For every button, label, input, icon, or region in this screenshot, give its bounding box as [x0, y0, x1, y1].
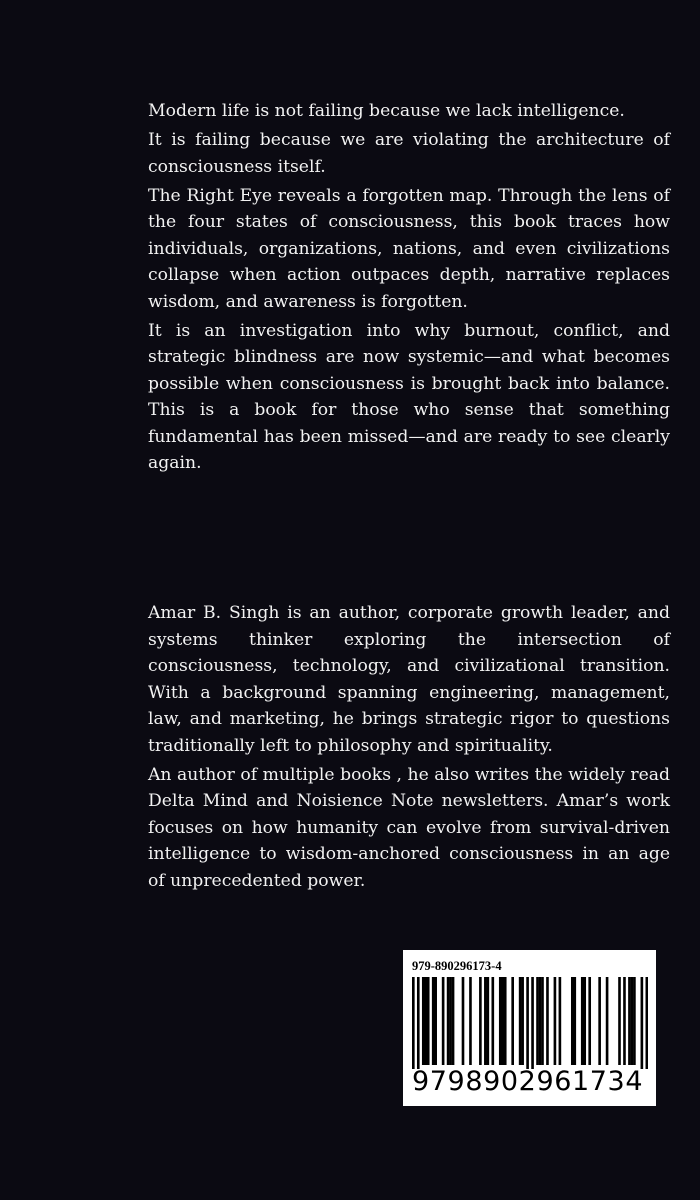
barcode-bar: [504, 977, 507, 1065]
synopsis-paragraph: It is failing because we are violating the architecture of consciousness itself.: [148, 130, 670, 177]
synopsis-paragraph: Modern life is not failing because we lack intelligence.: [148, 101, 625, 121]
barcode-bar: [479, 977, 482, 1065]
barcode-bar: [484, 977, 487, 1065]
back-cover-synopsis: [148, 98, 670, 479]
barcode-bar: [641, 977, 644, 1069]
barcode-bar: [469, 977, 472, 1065]
isbn-label: 979-890296173-4: [412, 959, 502, 973]
barcode-bar: [588, 977, 591, 1065]
author-bio: [148, 600, 670, 897]
barcode-bar: [511, 977, 514, 1065]
barcode-bar: [487, 977, 490, 1065]
barcode-bar: [606, 977, 609, 1065]
barcode-bar: [571, 977, 574, 1065]
barcode-bar: [583, 977, 586, 1065]
barcode-bar: [598, 977, 601, 1065]
barcode-bar: [417, 977, 420, 1069]
barcode-bar: [539, 977, 542, 1065]
barcode-bar: [573, 977, 576, 1065]
barcode-bar: [422, 977, 425, 1065]
barcode-bar: [442, 977, 445, 1065]
barcode-bar: [434, 977, 437, 1065]
isbn-barcode: [403, 950, 656, 1106]
barcode-bar: [432, 977, 435, 1065]
barcode-bar: [519, 977, 522, 1065]
barcode-bar: [623, 977, 626, 1065]
author-bio-paragraph: Amar B. Singh is an author, corporate growth leader, and systems thinker exploring the intersection of consciousness, technology, and civilizational transition. With a background spanning engineering, management, law, and marketing, he brings strategic rigor to questions traditionally left to philosophy and spirituality.: [148, 603, 670, 756]
barcode-bar: [449, 977, 452, 1065]
barcode-bar: [536, 977, 539, 1065]
barcode-bar: [631, 977, 634, 1065]
barcode-bar: [491, 977, 494, 1065]
barcode-bars: [412, 977, 648, 1069]
barcode-bar: [546, 977, 549, 1065]
barcode-bar: [618, 977, 621, 1065]
barcode-bar: [559, 977, 562, 1065]
barcode-bar: [424, 977, 427, 1065]
barcode-bar: [462, 977, 465, 1065]
barcode-bar: [412, 977, 415, 1069]
barcode-bar: [554, 977, 557, 1065]
barcode-bar: [427, 977, 430, 1065]
synopsis-paragraph: It is an investigation into why burnout, conflict, and strategic blindness are now systemic—and what becomes possible when consciousness is brought back into balance. This is a book for those who sense that something fundamental has been missed—and are ready to see clearly again.: [148, 320, 670, 473]
synopsis-paragraph: The Right Eye reveals a forgotten map. Through the lens of the four states of consciousness, this book traces how individuals, organizations, nations, and even civilizations collapse when action outpaces depth, narrative replaces wisdom, and awareness is forgotten.: [148, 185, 670, 312]
barcode-bar: [531, 977, 534, 1069]
barcode-bar: [521, 977, 524, 1065]
barcode-bar: [541, 977, 544, 1065]
barcode-bar: [499, 977, 502, 1065]
barcode-bar: [628, 977, 631, 1065]
barcode-bar: [633, 977, 636, 1065]
barcode-bar: [646, 977, 648, 1069]
barcode-bar: [452, 977, 455, 1065]
barcode-bar: [526, 977, 529, 1069]
barcode-bar: [501, 977, 504, 1065]
barcode-digits: 9798902961734: [412, 1066, 644, 1097]
author-bio-paragraph: An author of multiple books , he also writes the widely read Delta Mind and Noisience Note newsletters. Amar’s work focuses on how humanity can evolve from survival-driven intelligence to wisdom-anchored consciousness in an age of unprecedented power.: [148, 764, 670, 891]
barcode-bar: [581, 977, 584, 1065]
barcode-bar: [447, 977, 450, 1065]
